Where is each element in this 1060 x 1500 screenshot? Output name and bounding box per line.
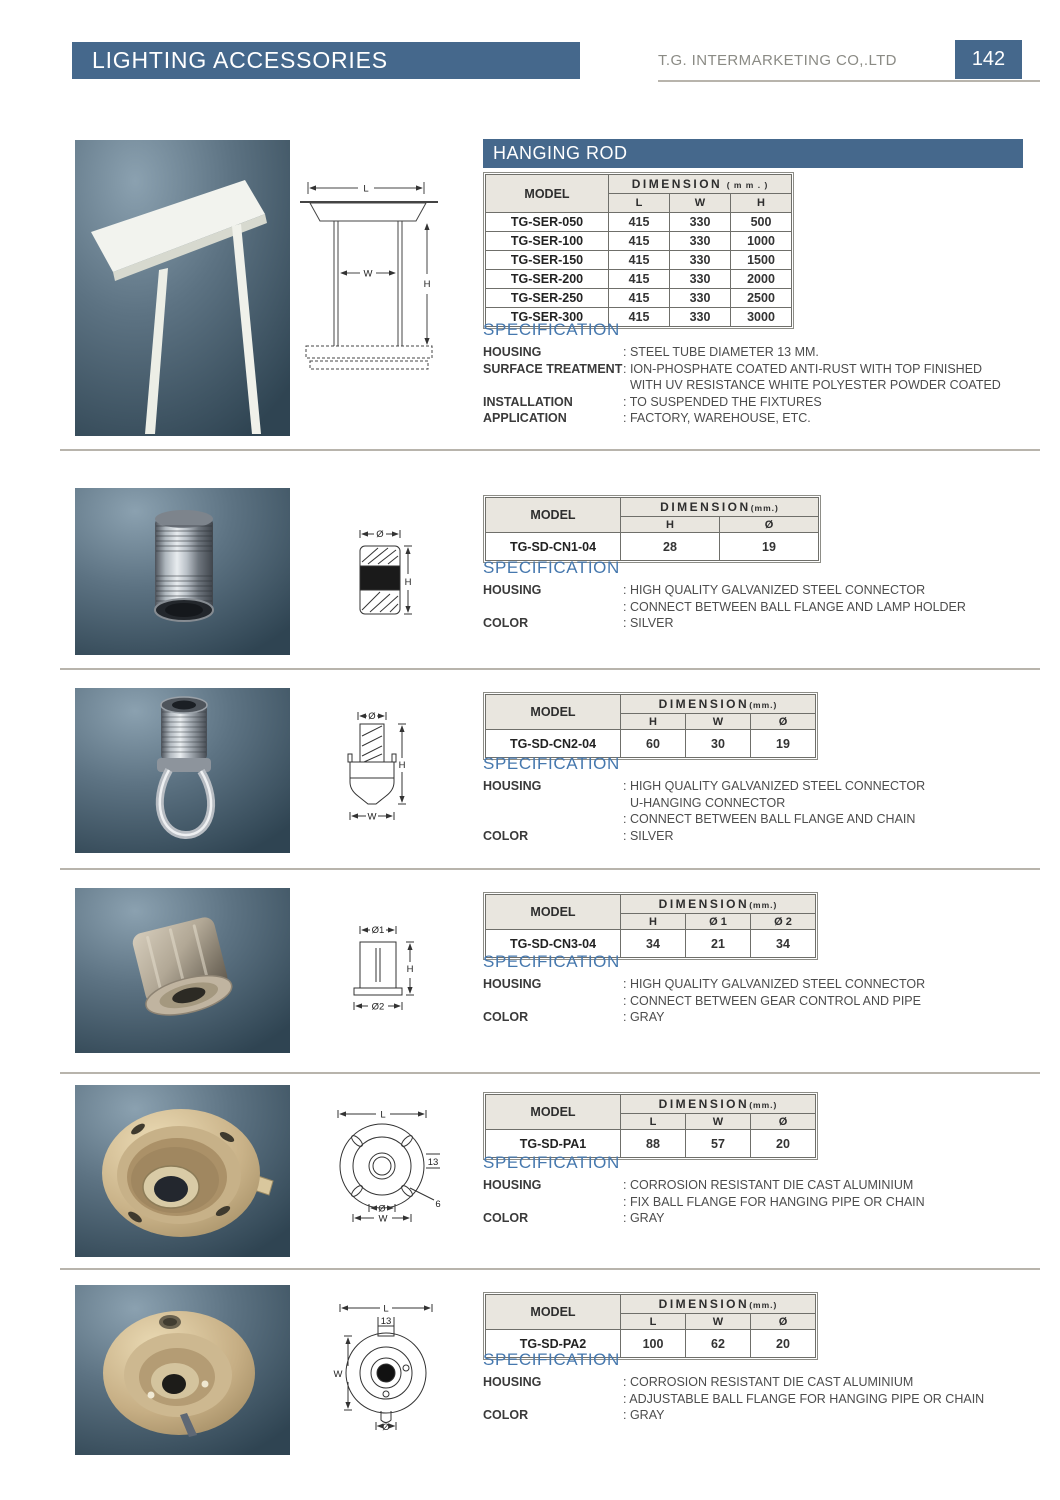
table-row: TG-SER-100 415 330 1000 (486, 232, 792, 251)
col-header: H (731, 194, 792, 213)
technical-drawing-pa2 (330, 1298, 448, 1433)
product-photo-cn1 (75, 488, 290, 655)
dimension-table-pa1 (483, 1092, 818, 1160)
specification-pa1 (483, 1153, 1048, 1227)
spec-value-line: : FIX BALL FLANGE FOR HANGING PIPE OR CHAIN (623, 1194, 925, 1209)
table-row: TG-SD-PA1 88 57 20 (486, 1130, 816, 1158)
col-header: W (686, 1314, 751, 1330)
col-header: H (621, 517, 720, 533)
product-photo-pa2 (75, 1285, 290, 1455)
spec-heading: SPECIFICATION (483, 952, 620, 971)
spec-label: HOUSING (483, 1375, 542, 1389)
table-dimension-header: DIMENSION ( m m . ) (609, 175, 792, 194)
table-row: TG-SD-CN1-04 28 19 (486, 533, 819, 561)
dimension-table-cn1 (483, 495, 821, 563)
table-row: TG-SER-200 415 330 2000 (486, 270, 792, 289)
table-row: TG-SD-CN2-04 60 30 19 (486, 730, 816, 758)
table-row: TG-SER-050 415 330 500 (486, 213, 792, 232)
spec-heading: SPECIFICATION (483, 754, 620, 773)
section-banner (483, 139, 1023, 168)
spec-label: SURFACE TREATMENT (483, 361, 623, 376)
spec-value-line: : HIGH QUALITY GALVANIZED STEEL CONNECTOR (623, 779, 926, 793)
spec-label: HOUSING (483, 977, 542, 991)
dim-label-diameter1: Ø1 (371, 925, 385, 936)
specification-pa2 (483, 1350, 1048, 1424)
dim-label-w: W (378, 1213, 388, 1225)
spec-label: COLOR (483, 616, 529, 630)
dimension-table-cn3 (483, 892, 818, 960)
col-header: L (621, 1314, 686, 1330)
table-model-header: MODEL (486, 175, 609, 213)
dim-label-diameter: Ø (368, 711, 376, 722)
header-underline (658, 80, 1040, 82)
table-dimension-header: DIMENSION(mm.) (621, 895, 816, 914)
spec-value-line: WITH UV RESISTANCE WHITE POLYESTER POWDER COATED (623, 378, 1001, 392)
spec-value-line: : CORROSION RESISTANT DIE CAST ALUMINIUM (623, 1178, 914, 1192)
dim-label-h: H (423, 279, 431, 290)
spec-value-line: : FACTORY, WAREHOUSE, ETC. (623, 411, 811, 425)
table-model-header: MODEL (486, 695, 621, 730)
table-row: TG-SER-150 415 330 1500 (486, 251, 792, 270)
technical-drawing-cn2 (338, 708, 423, 833)
col-header: L (609, 194, 670, 213)
spec-value-line: : GRAY (623, 1211, 665, 1225)
spec-value-line: : CONNECT BETWEEN BALL FLANGE AND CHAIN (623, 812, 916, 826)
technical-drawing-pa1 (330, 1104, 448, 1229)
spec-value-line: : ION-PHOSPHATE COATED ANTI-RUST WITH TOP FINISHED (623, 361, 983, 376)
spec-label: COLOR (483, 1211, 529, 1225)
table-model-header: MODEL (486, 498, 621, 533)
dim-label-h: H (406, 964, 414, 975)
spec-value-line: : TO SUSPENDED THE FIXTURES (623, 394, 822, 409)
dim-label-13: 13 (427, 1157, 439, 1168)
table-model-header: MODEL (486, 1095, 621, 1130)
page-number: 142 (955, 40, 1022, 79)
dimension-table-cn2 (483, 692, 818, 760)
spec-label: COLOR (483, 1010, 529, 1024)
technical-drawing-hanging-rod (300, 176, 440, 391)
dim-label-diameter2: Ø2 (371, 1001, 385, 1013)
table-row: TG-SER-300 415 330 3000 (486, 308, 792, 327)
product-photo-hanging-rod (75, 140, 290, 436)
section-divider (60, 1268, 1040, 1270)
dim-label-l: L (383, 1303, 389, 1315)
col-header: Ø 1 (686, 914, 751, 930)
dimension-table-hanging-rod (483, 172, 794, 329)
col-header: W (670, 194, 731, 213)
spec-label: INSTALLATION (483, 394, 573, 409)
product-photo-cn2 (75, 688, 290, 853)
spec-value-line: : ADJUSTABLE BALL FLANGE FOR HANGING PIPE OR CHAIN (623, 1391, 985, 1406)
spec-value-line: : GRAY (623, 1408, 665, 1422)
spec-value-line: : STEEL TUBE DIAMETER 13 MM. (623, 345, 819, 359)
dim-label-h: H (398, 760, 406, 771)
table-row: TG-SER-250 415 330 2500 (486, 289, 792, 308)
technical-drawing-cn3 (344, 922, 422, 1034)
specification-cn2 (483, 754, 1048, 844)
section-banner-title: HANGING ROD (493, 143, 628, 163)
table-dimension-header: DIMENSION(mm.) (621, 695, 816, 714)
dim-label-l: L (380, 1109, 386, 1121)
dim-label-l: L (363, 183, 369, 195)
spec-heading: SPECIFICATION (483, 1153, 620, 1172)
spec-label: HOUSING (483, 1178, 542, 1192)
spec-value-line: : HIGH QUALITY GALVANIZED STEEL CONNECTOR (623, 977, 926, 991)
col-header: W (686, 1114, 751, 1130)
dim-label-h: H (404, 577, 412, 588)
specification-cn1 (483, 558, 1048, 632)
col-header: Ø (751, 1114, 816, 1130)
dim-label-diameter: Ø (382, 1422, 390, 1433)
spec-heading: SPECIFICATION (483, 558, 620, 577)
col-header: Ø (751, 1314, 816, 1330)
dim-label-diameter: Ø (378, 1203, 386, 1215)
spec-value-line: : GRAY (623, 1010, 665, 1024)
spec-label: HOUSING (483, 779, 542, 793)
dim-label-6: 6 (435, 1199, 441, 1210)
dim-label-w: W (367, 811, 377, 823)
section-divider (60, 868, 1040, 870)
table-model-header: MODEL (486, 1295, 621, 1330)
col-header: H (621, 914, 686, 930)
spec-value-line: : SILVER (623, 616, 674, 630)
spec-value-line: : SILVER (623, 828, 674, 843)
col-header: Ø 2 (751, 914, 816, 930)
technical-drawing-cn1 (348, 526, 423, 624)
table-row: TG-SD-PA2 100 62 20 (486, 1330, 816, 1358)
dim-label-diameter: Ø (376, 529, 384, 540)
dim-label-w: W (363, 268, 373, 280)
page-header-bar (72, 42, 580, 79)
spec-heading: SPECIFICATION (483, 1350, 620, 1369)
product-photo-cn3 (75, 888, 290, 1053)
spec-value-line: U-HANGING CONNECTOR (623, 795, 786, 810)
section-divider (60, 449, 1040, 451)
spec-label: HOUSING (483, 583, 542, 597)
company-name: T.G. INTERMARKETING CO,.LTD (658, 52, 897, 69)
table-row: TG-SD-CN3-04 34 21 34 (486, 930, 816, 958)
specification-hanging-rod (483, 320, 1048, 427)
spec-label: APPLICATION (483, 411, 567, 425)
spec-heading: SPECIFICATION (483, 320, 620, 339)
specification-cn3 (483, 952, 1048, 1026)
spec-value-line: : HIGH QUALITY GALVANIZED STEEL CONNECTOR (623, 583, 926, 597)
col-header: H (621, 714, 686, 730)
table-dimension-header: DIMENSION(mm.) (621, 498, 819, 517)
spec-value-line: : CONNECT BETWEEN GEAR CONTROL AND PIPE (623, 993, 921, 1008)
spec-value-line: : CONNECT BETWEEN BALL FLANGE AND LAMP HOLDER (623, 599, 966, 614)
spec-value-line: : CORROSION RESISTANT DIE CAST ALUMINIUM (623, 1375, 914, 1389)
section-divider (60, 668, 1040, 670)
spec-label: COLOR (483, 1408, 529, 1422)
spec-label: COLOR (483, 828, 529, 843)
dim-label-13: 13 (380, 1316, 392, 1327)
col-header: L (621, 1114, 686, 1130)
table-model-header: MODEL (486, 895, 621, 930)
table-dimension-header: DIMENSION(mm.) (621, 1095, 816, 1114)
product-photo-pa1 (75, 1085, 290, 1257)
dim-label-w: W (333, 1369, 343, 1380)
table-dimension-header: DIMENSION(mm.) (621, 1295, 816, 1314)
col-header: Ø (720, 517, 819, 533)
page-title: LIGHTING ACCESSORIES (92, 47, 388, 73)
spec-label: HOUSING (483, 345, 542, 359)
col-header: Ø (751, 714, 816, 730)
section-divider (60, 1072, 1040, 1074)
col-header: W (686, 714, 751, 730)
